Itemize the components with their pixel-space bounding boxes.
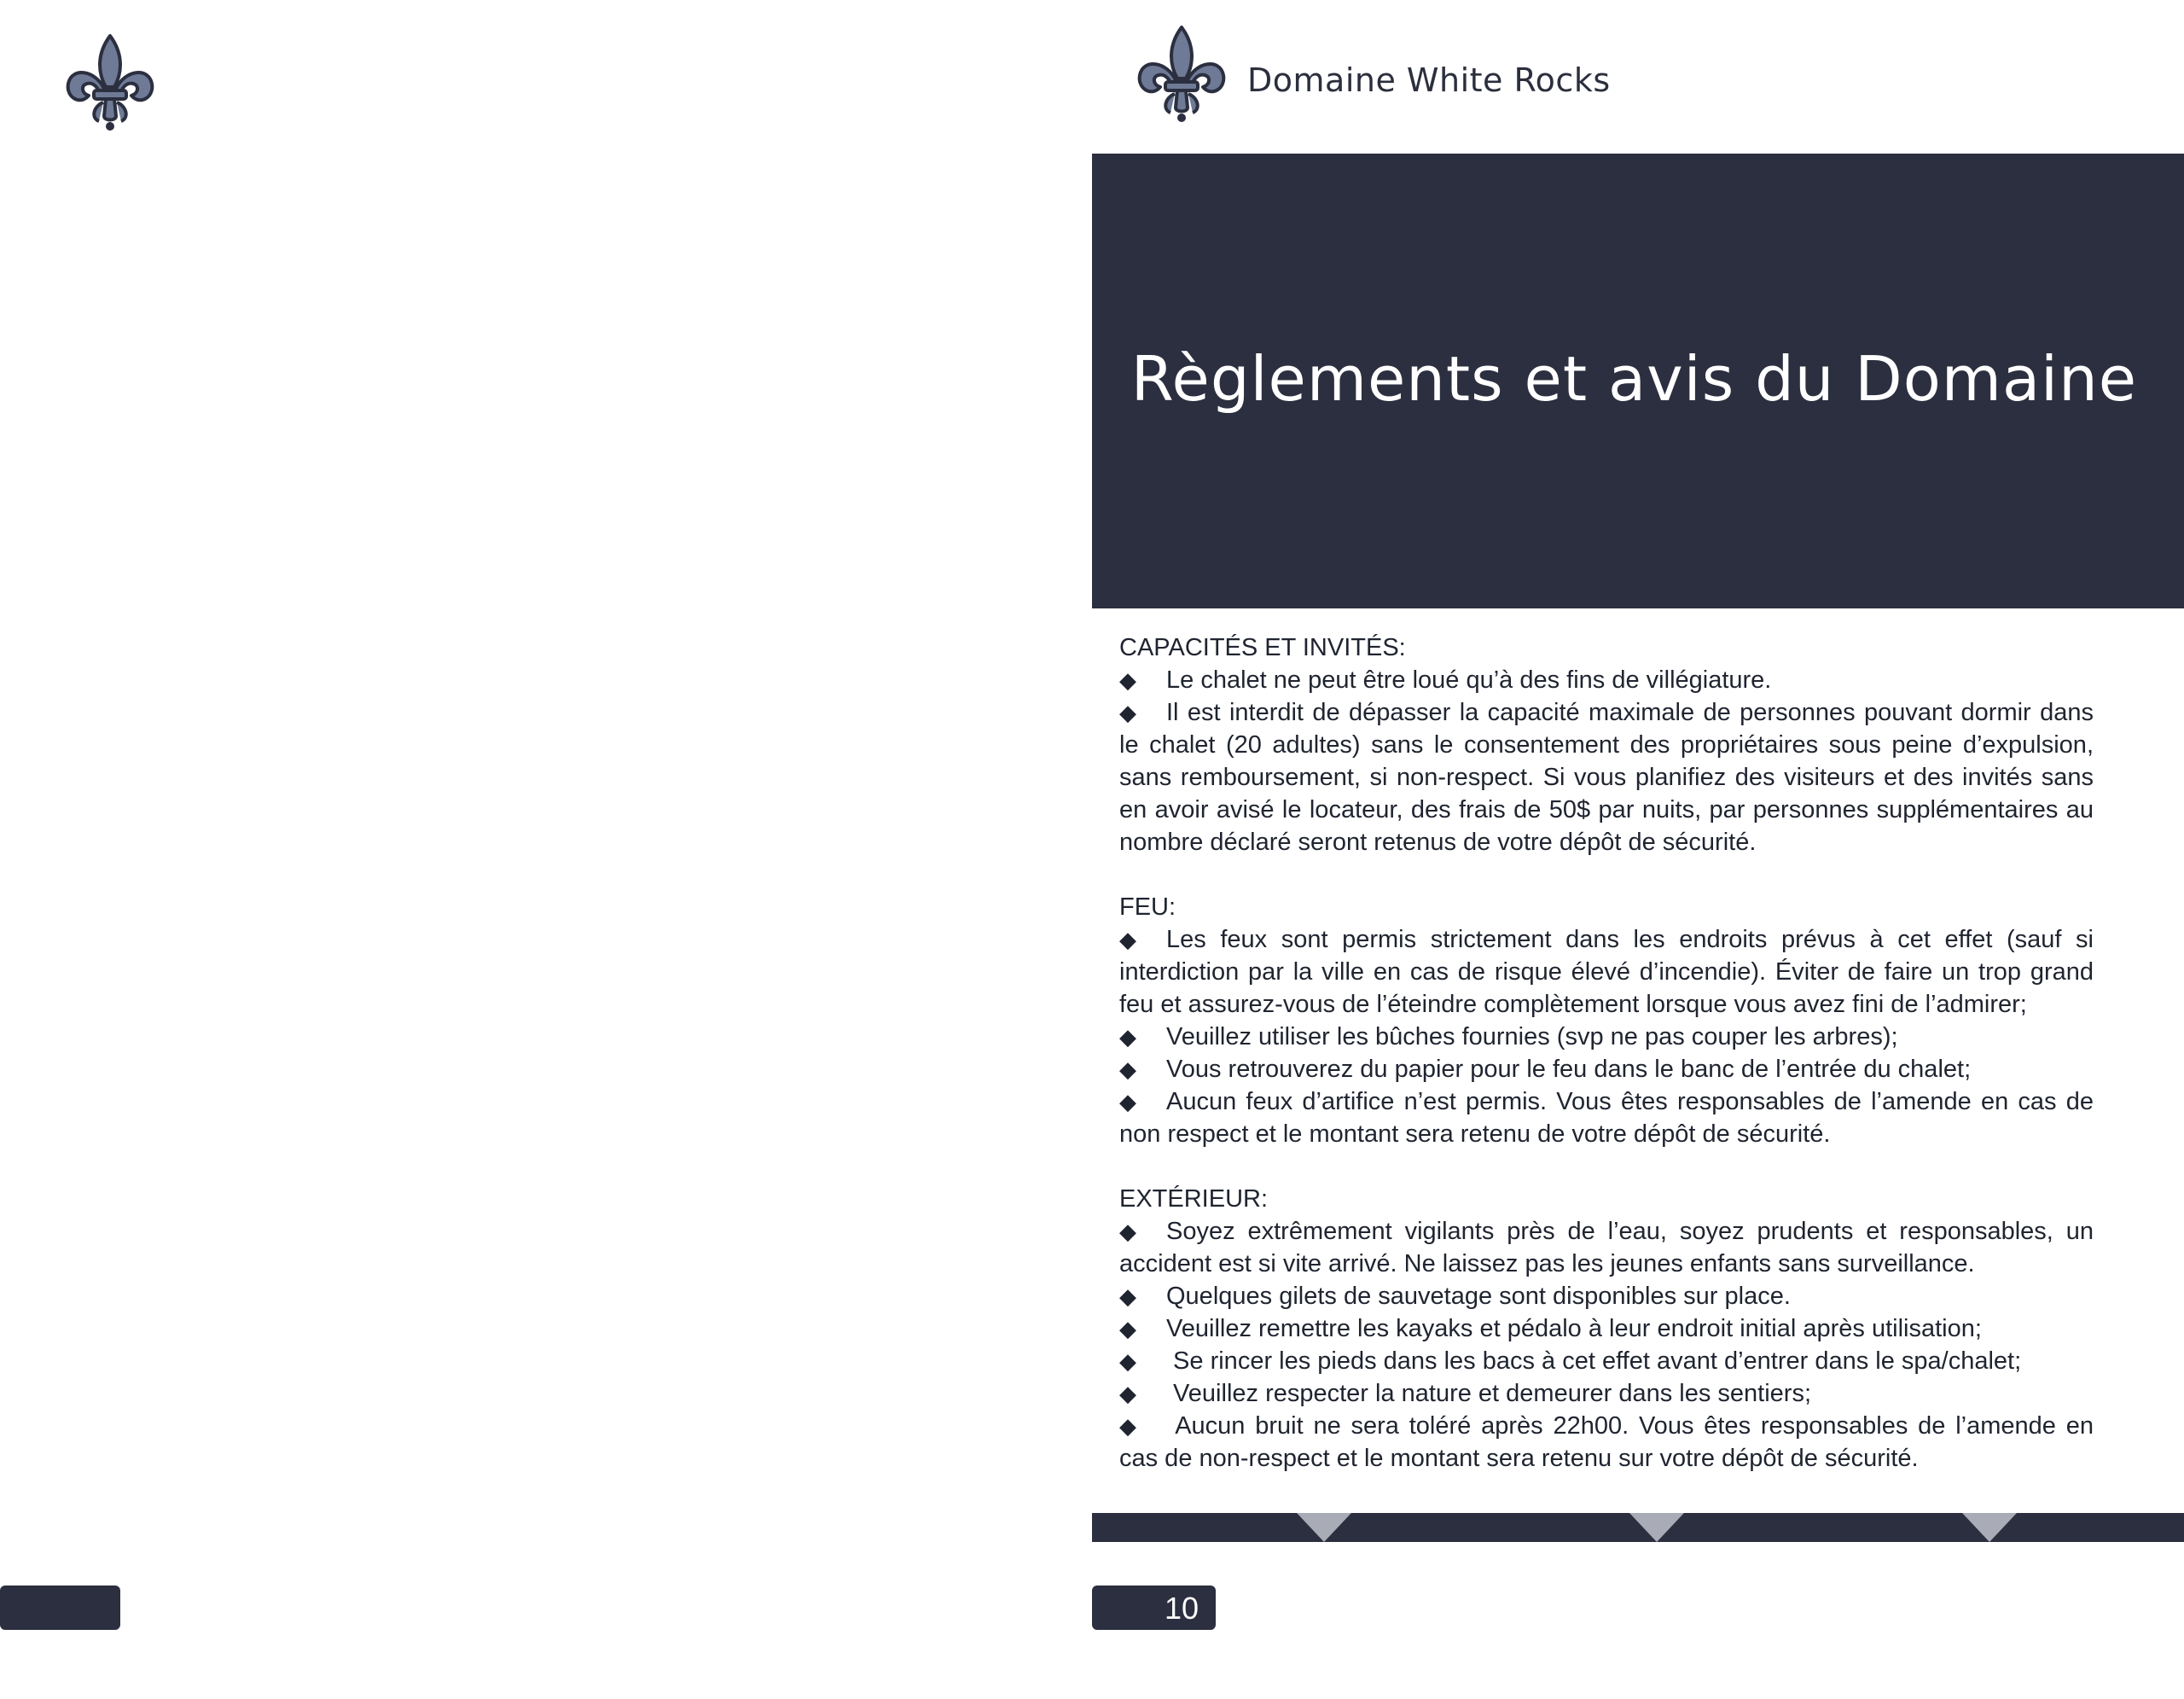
diamond-bullet-icon: ◆ [1119,1413,1136,1439]
list-item: ◆ Aucun bruit ne sera toléré après 22h00. Vous êtes responsables de l’amende en cas de non-respect et le montant sera retenu sur votre dépôt de sécurité. [1119,1410,2094,1475]
section-feu [1119,891,2094,1150]
diamond-bullet-icon: ◆ [1119,927,1136,952]
list-item: ◆ Vous retrouverez du papier pour le feu dans le banc de l’entrée du chalet; [1119,1053,2094,1085]
section-exterieur [1119,1183,2094,1475]
fleur-de-lis-icon [1135,24,1228,123]
fleur-de-lis-icon [63,32,157,131]
diamond-bullet-icon: ◆ [1119,1381,1136,1406]
list-item: ◆ Le chalet ne peut être loué qu’à des fins de villégiature. [1119,664,2094,696]
diamond-bullet-icon: ◆ [1119,1348,1136,1374]
list-item: ◆ Quelques gilets de sauvetage sont disponibles sur place. [1119,1280,2094,1312]
triangle-decoration [1297,1513,1351,1542]
list-item: ◆ Les feux sont permis strictement dans les endroits prévus à cet effet (sauf si interdiction par la ville en cas de risque élevé d’incendie). Éviter de faire un trop grand feu et assurez-vous de l’éteindre complètement lorsque vous avez fini de l’admirer; [1119,923,2094,1021]
list-item: ◆ Veuillez utiliser les bûches fournies (svp ne pas couper les arbres); [1119,1021,2094,1053]
diamond-bullet-icon: ◆ [1119,1219,1136,1244]
page-number: 10 [1164,1591,1199,1626]
page-title: Règlements et avis du Domaine [1130,343,2137,415]
diamond-bullet-icon: ◆ [1119,667,1136,693]
triangle-decoration [1629,1513,1684,1542]
diamond-bullet-icon: ◆ [1119,1283,1136,1309]
right-page [1092,0,2184,1699]
diamond-bullet-icon: ◆ [1119,700,1136,725]
section-title: CAPACITÉS ET INVITÉS: [1119,634,1406,661]
diamond-bullet-icon: ◆ [1119,1056,1136,1082]
section-title: FEU: [1119,893,1176,921]
triangle-decoration [1962,1513,2017,1542]
list-item: ◆ Veuillez remettre les kayaks et pédalo à leur endroit initial après utilisation; [1119,1312,2094,1345]
diamond-bullet-icon: ◆ [1119,1024,1136,1050]
list-item: ◆ Aucun feux d’artifice n’est permis. Vous êtes responsables de l’amende en cas de non respect et le montant sera retenu de votre dépôt de sécurité. [1119,1085,2094,1150]
left-page-tab [0,1586,120,1630]
title-banner [1092,154,2184,608]
diamond-bullet-icon: ◆ [1119,1316,1136,1341]
list-item: ◆ Se rincer les pieds dans les bacs à cet effet avant d’entrer dans le spa/chalet; [1119,1345,2094,1377]
list-item: ◆ Il est interdit de dépasser la capacité maximale de personnes pouvant dormir dans le chalet (20 adultes) sans le consentement des propriétaires sous peine d’expulsion, sans remboursement, si non-respect. Si vous planifiez des visiteurs et des invités sans en avoir avisé le locateur, des frais de 50$ par nuits, par personnes supplémentaires au nombre déclaré seront retenus de votre dépôt de sécurité. [1119,696,2094,858]
list-item: ◆ Soyez extrêmement vigilants près de l’eau, soyez prudents et responsables, un accident est si vite arrivé. Ne laissez pas les jeunes enfants sans surveillance. [1119,1215,2094,1280]
brand-name: Domaine White Rocks [1247,61,1611,99]
section-capacites [1119,631,2094,858]
diamond-bullet-icon: ◆ [1119,1089,1136,1114]
list-item: ◆ Veuillez respecter la nature et demeurer dans les sentiers; [1119,1377,2094,1410]
section-title: EXTÉRIEUR: [1119,1185,1269,1213]
rules-content [1119,631,2094,1507]
